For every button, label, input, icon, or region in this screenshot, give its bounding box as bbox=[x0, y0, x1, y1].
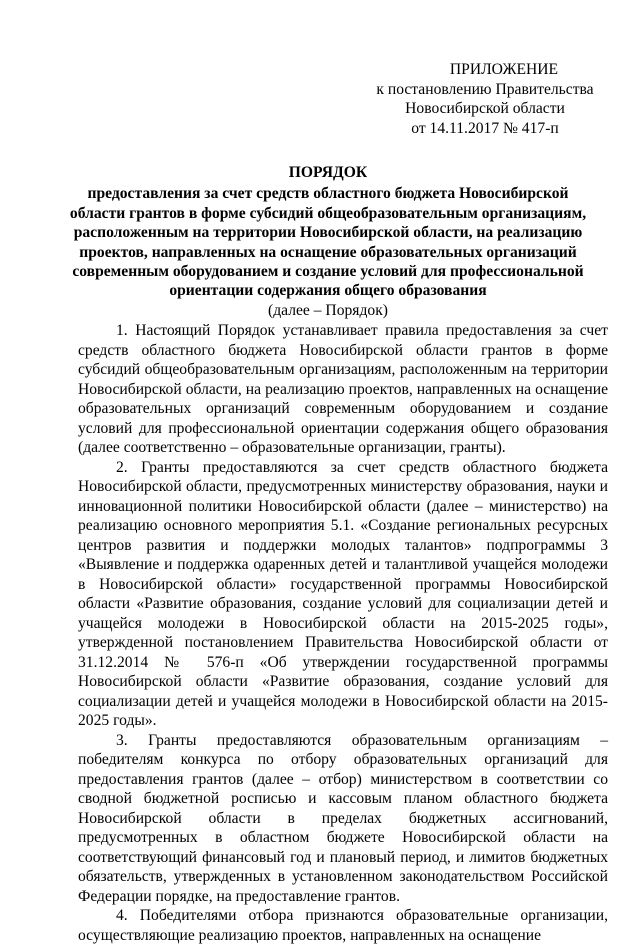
document-heading: ПОРЯДОК bbox=[288, 164, 368, 181]
paragraph-4: 4. Победителями отбора признаются образовательные организации, осуществляющие реализацию проектов, направленных на оснащение bbox=[78, 907, 608, 944]
paragraph-3: 3. Гранты предоставляются образовательным организациям – победителям конкурса по отбору образовательных организаций для предоставления грантов (далее – отбор) министерством в соответствии со сводной бюджетной росписью и кассовым планом областного бюджета Новосибирской области в пределах бюджетных ассигнований, предусмотренных в областном бюджете Новосибирской области на соответствующий финансовый год и плановый период, и лимитов бюджетных обязательств, утвержденных в установленном законодательством Российской Федерации порядке, на предоставление грантов. bbox=[78, 731, 608, 905]
paragraph-2: 2. Гранты предоставляются за счет средств областного бюджета Новосибирской области, предусмотренных министерству образования, науки и инновационной политики Новосибирской области (далее – министерство) на реализацию основного мероприятия 5.1. «Создание региональных ресурсных центров развития и поддержки молодых талантов» подпрограммы 3 «Выявление и поддержка одаренных детей и талантливой учащейся молодежи в Новосибирской области» государственной программы Новосибирской области «Развитие образования, создание условий для социализации детей и учащейся молодежи в Новосибирской области на 2015-2025 годы», утвержденной постановлением Правительства Новосибирской области от 31.12.2014 № 576-п «Об утверждении государственной программы Новосибирской области «Развитие образования, создание условий для социализации детей и учащейся молодежи в Новосибирской области на 2015-2025 годы». bbox=[78, 458, 608, 729]
document-title-block bbox=[60, 163, 596, 320]
appendix-date-number: от 14.11.2017 № 417-п bbox=[411, 119, 559, 137]
appendix-region: Новосибирской области bbox=[405, 100, 565, 118]
appendix-block bbox=[370, 60, 600, 138]
document-abbreviation: (далее – Порядок) bbox=[268, 301, 388, 319]
document-body bbox=[78, 321, 608, 945]
paragraph-1: 1. Настоящий Порядок устанавливает правила предоставления за счет средств областного бюджета Новосибирской области грантов в форме субсидий общеобразовательным организациям, расположенным на территории Новосибирской области, на реализацию проектов, направленных на оснащение образовательных организаций современным оборудованием и создание условий для профессиональной ориентации содержания общего образования (далее соответственно – образовательные организации, гранты). bbox=[78, 322, 608, 456]
appendix-resolution-ref: к постановлению Правительства bbox=[376, 80, 594, 98]
appendix-label: ПРИЛОЖЕНИЕ bbox=[449, 61, 559, 78]
document-subtitle: предоставления за счет средств областного бюджета Новосибирской области грантов в форме субсидий общеобразовательным организациям, расположенным на территории Новосибирской области, на реализацию проектов, направленных на оснащение образовательных организаций современным оборудованием и создание условий для профессиональной ориентации содержания общего образования bbox=[69, 185, 587, 300]
